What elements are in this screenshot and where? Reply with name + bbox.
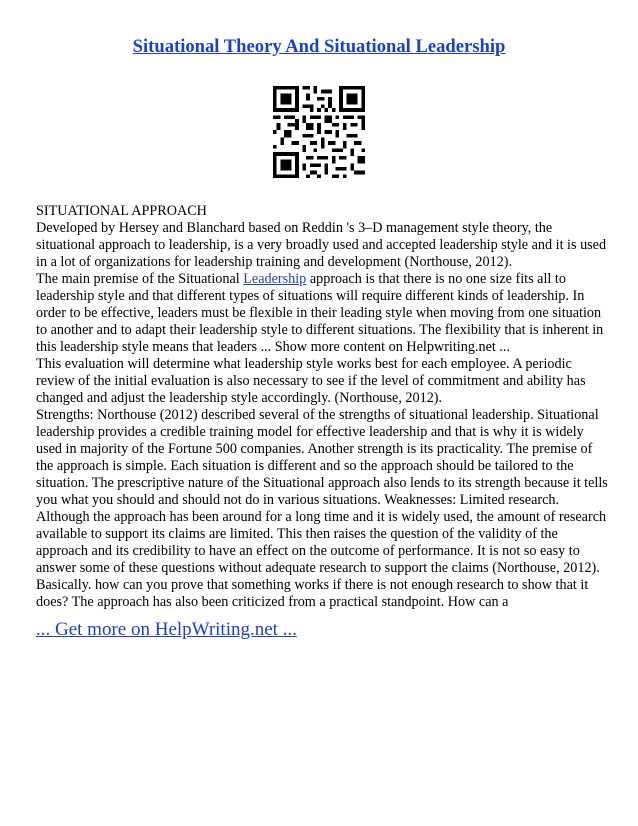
- article-body: [36, 203, 606, 611]
- body-line: used in majority of the Fortune 500 companies. Another strength is its practicality. The premise of: [36, 441, 593, 457]
- body-line: leadership provides a credible training model for effective leadership and that is why it is widely: [36, 424, 584, 440]
- qr-code-icon: [273, 86, 365, 178]
- body-line: review of the initial evaluation is also necessary to see if the level of commitment and ability has: [36, 373, 586, 389]
- body-line: you what you should and should not do in various situations. Weaknesses: Limited research.: [36, 492, 560, 508]
- body-line: Basically. how can you prove that something works if there is not enough research to show that it: [36, 577, 589, 593]
- body-line: available to support its claims are limited. This then raises the question of the validity of the: [36, 526, 558, 542]
- leadership-link[interactable]: Leadership: [243, 271, 307, 287]
- body-line: does? The approach has also been criticized from a practical standpoint. How can a: [36, 594, 509, 610]
- premise-text-before: The main premise of the Situational: [36, 271, 244, 287]
- body-line-with-link: [36, 271, 606, 288]
- body-line: situation. The prescriptive nature of the Situational approach also lends to its strength because it tells: [36, 475, 608, 491]
- premise-text-after: approach is that there is no one size fits all to: [306, 271, 566, 287]
- section-heading: SITUATIONAL APPROACH: [36, 203, 207, 219]
- body-line: situational approach to leadership, is a very broadly used and accepted leadership style and it is used: [36, 237, 607, 253]
- body-line: Developed by Hersey and Blanchard based on Reddin 's 3–D management style theory, the: [36, 220, 553, 236]
- body-line: This evaluation will determine what leadership style works best for each employee. A periodic: [36, 356, 572, 372]
- body-line: this leadership style means that leaders ... Show more content on Helpwriting.net ...: [36, 339, 510, 355]
- document-title-link[interactable]: Situational Theory And Situational Leadership: [132, 36, 506, 57]
- body-line: answer some of these questions without adequate research to support the claims (Northouse, 2012).: [36, 560, 600, 576]
- body-line: Strengths: Northouse (2012) described several of the strengths of situational leadership. Situational: [36, 407, 599, 423]
- body-line: Although the approach has been around for a long time and it is widely used, the amount of research: [36, 509, 607, 525]
- body-line: changed and adjust the leadership style accordingly. (Northouse, 2012).: [36, 390, 443, 406]
- body-line: in a lot of organizations for leadership training and development (Northouse, 2012).: [36, 254, 513, 270]
- body-line: order to be effective, leaders must be flexible in their leading style when moving from one situation: [36, 305, 602, 321]
- body-line: leadership style and that different types of situations will require different kinds of leadership. In: [36, 288, 585, 304]
- get-more-link[interactable]: ... Get more on HelpWriting.net ...: [36, 619, 297, 640]
- body-line: to another and to adapt their leadership style to different situations. The flexibility that is inherent in: [36, 322, 604, 338]
- body-line: approach and its credibility to have an effect on the outcome of performance. It is not so easy to: [36, 543, 580, 559]
- body-line: the approach is simple. Each situation is different and so the approach should be tailored to the: [36, 458, 574, 474]
